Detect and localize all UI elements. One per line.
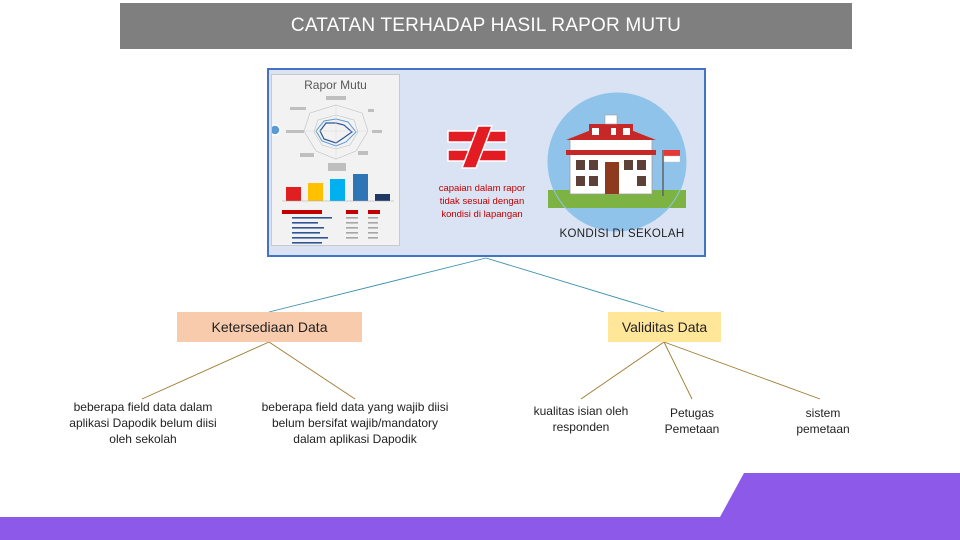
- mismatch-note: capaian dalam rapor tidak sesuai dengan kondisi di lapangan: [438, 183, 526, 220]
- data-availability-box: Ketersediaan Data: [177, 312, 362, 342]
- leaf-mandatory-fields: beberapa field data yang wajib diisi belum bersifat wajib/mandatory dalam aplikasi Dapodik: [261, 400, 449, 446]
- slide-title: CATATAN TERHADAP HASIL RAPOR MUTU: [120, 3, 852, 49]
- data-validity-box: Validitas Data: [608, 312, 721, 342]
- leaf-dapodik-fields-empty: beberapa field data dalam aplikasi Dapodik belum diisi oleh sekolah: [69, 400, 217, 446]
- leaf-mapping-officer: Petugas Pemetaan: [664, 406, 720, 436]
- school-condition-label: KONDISI DI SEKOLAH: [559, 228, 685, 240]
- report-card-title: Rapor Mutu: [304, 78, 367, 92]
- leaf-respondent-quality: kualitas isian oleh responden: [533, 404, 629, 434]
- leaf-mapping-system: sistem pemetaan: [796, 406, 850, 436]
